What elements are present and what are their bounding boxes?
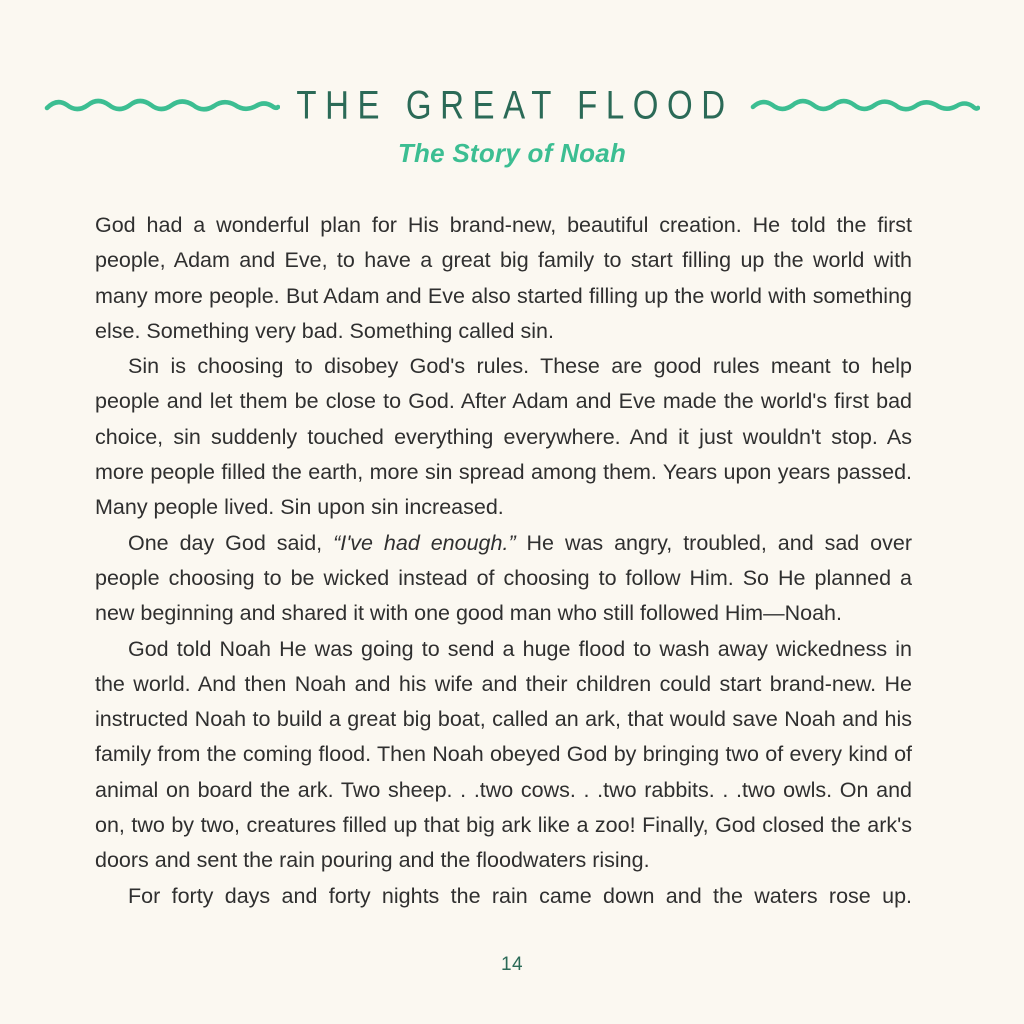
paragraph — [95, 526, 912, 632]
page-footer — [0, 954, 1024, 976]
paragraph-text: Sin is choosing to disobey God's rules. These are good rules meant to help people and let them be close to God. After Adam and Eve made the world's first bad choice, sin suddenly touched everything everywhere. And it just wouldn't stop. As more people filled the earth, more sin spread among them. Years upon years passed. Many people lived. Sin upon sin increased. — [95, 354, 912, 520]
paragraph — [95, 349, 912, 525]
chapter-title: THE GREAT FLOOD — [296, 81, 734, 127]
paragraph-text: He was angry, troubled, and sad over people choosing to be wicked instead of choosing to follow Him. So He planned a new beginning and shared it with one good man who still followed Him—Noah. — [95, 530, 912, 626]
paragraph-text: God told Noah He was going to send a huge flood to wash away wickedness in the world. And then Noah and his wife and their children could start brand-new. He instructed Noah to build a great big boat, called an ark, that would save Noah and his family from the coming flood. Then Noah obeyed God by bringing two of every kind of animal on board the ark. Two sheep. . .two cows. . .two rabbits. . .two owls. On and on, two by two, creatures filled up that big ark like a zoo! Finally, God closed the ark's doors and sent the rain pouring and the floodwaters rising. — [95, 636, 912, 873]
chapter-header — [0, 81, 1024, 127]
paragraph-text: For forty days and forty nights the rain came down and the waters rose up. — [128, 883, 912, 908]
page-number: 14 — [501, 954, 523, 975]
story-text — [95, 208, 912, 914]
paragraph — [95, 208, 912, 349]
quoted-phrase: “I've had enough.” — [333, 530, 516, 555]
paragraph — [95, 879, 912, 914]
wavy-line-icon — [750, 93, 980, 117]
paragraph-text: One day God said, — [128, 530, 334, 555]
chapter-subtitle: The Story of Noah — [397, 138, 627, 168]
paragraph-text: God had a wonderful plan for His brand-new, beautiful creation. He told the first people, Adam and Eve, to have a great big family to start filling up the world with many more people. But Adam and Eve also started filling up the world with something else. Something very bad. Something called sin. — [95, 213, 912, 343]
paragraph — [95, 632, 912, 879]
wavy-line-icon — [44, 93, 280, 117]
